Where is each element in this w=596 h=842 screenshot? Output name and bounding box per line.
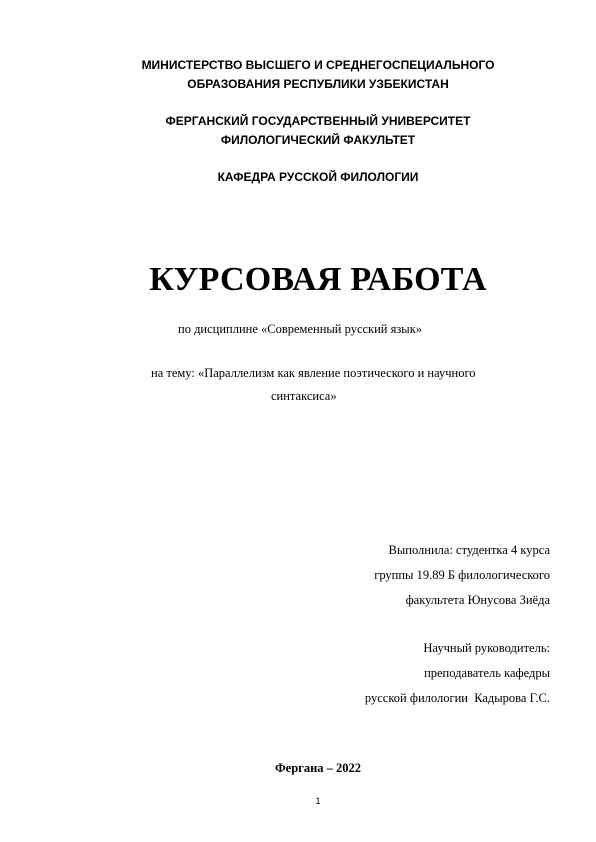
author-block: [250, 538, 550, 613]
university-name: ФЕРГАНСКИЙ ГОСУДАРСТВЕННЫЙ УНИВЕРСИТЕТ: [165, 114, 471, 128]
department-name: КАФЕДРА РУССКОЙ ФИЛОЛОГИИ: [217, 170, 419, 184]
supervisor-line-3: русской филологии Кадырова Г.С.: [364, 691, 550, 705]
supervisor-line-1: Научный руководитель:: [423, 641, 550, 655]
author-line-2: группы 19.89 Б филологического: [374, 568, 550, 582]
city-year: Фергана – 2022: [274, 761, 362, 775]
page-number: 1: [315, 796, 321, 806]
supervisor-block: [250, 636, 550, 711]
topic-line-2: синтаксиса»: [271, 389, 337, 403]
faculty-name: ФИЛОЛОГИЧЕСКИЙ ФАКУЛЬТЕТ: [220, 133, 416, 147]
author-line-3: факультета Юнусова Зиёда: [405, 593, 550, 607]
ministry-line-1: МИНИСТЕРСТВО ВЫСШЕГО И СРЕДНЕГОСПЕЦИАЛЬНОГО: [141, 58, 495, 72]
topic-line-1: на тему: «Параллелизм как явление поэтического и научного: [151, 366, 476, 380]
supervisor-line-2: преподаватель кафедры: [424, 666, 550, 680]
author-line-1: Выполнила: студентка 4 курса: [388, 543, 550, 557]
document-title: КУРСОВАЯ РАБОТА: [149, 261, 487, 298]
ministry-line-2: ОБРАЗОВАНИЯ РЕСПУБЛИКИ УЗБЕКИСТАН: [187, 77, 449, 91]
discipline-line: по дисциплине «Современный русский язык»: [178, 322, 423, 336]
